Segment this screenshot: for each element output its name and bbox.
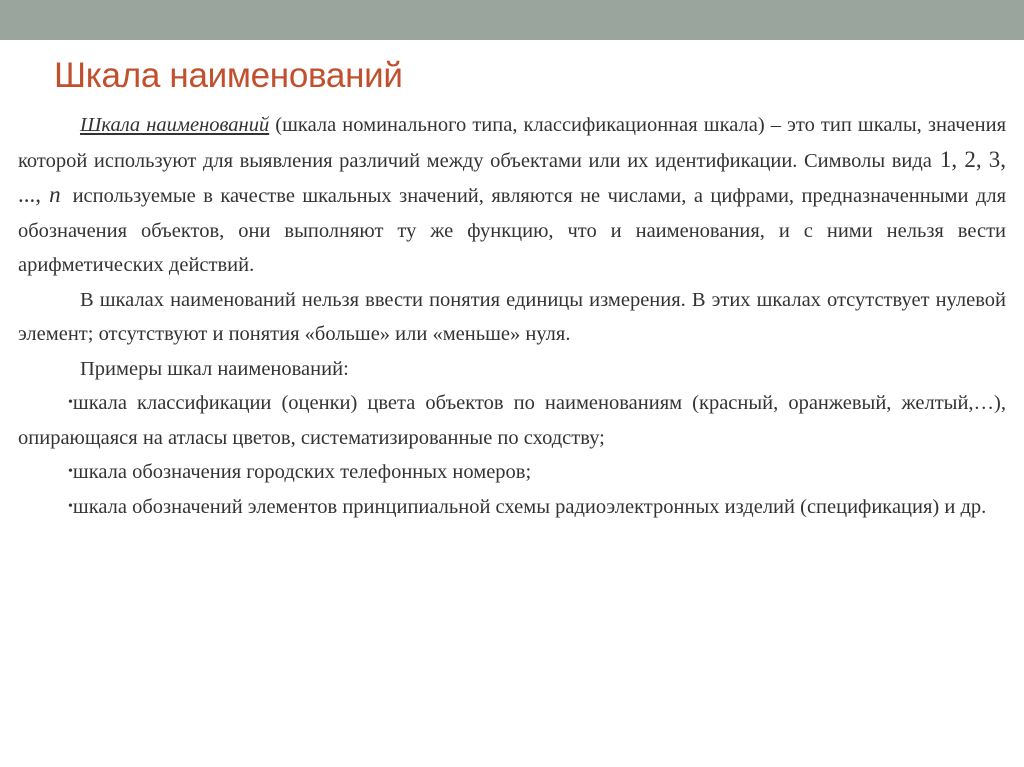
definition-paragraph bbox=[18, 108, 1006, 283]
bullet-icon: • bbox=[68, 464, 73, 479]
units-paragraph: В шкалах наименований нельзя ввести понятия единицы измерения. В этих шкалах отсутствует нулевой элемент; отсутствуют и понятия «больше» или «меньше» нуля. bbox=[18, 288, 1006, 345]
bullet-text: шкала обозначений элементов принципиальной схемы радиоэлектронных изделий (спецификация) и др. bbox=[72, 495, 987, 518]
bullet-icon: • bbox=[68, 498, 73, 514]
symbol-formula: 1, 2, 3, ..., n bbox=[18, 146, 1006, 207]
bullet-item bbox=[18, 455, 1006, 490]
bullet-item bbox=[18, 386, 1006, 455]
defined-term: Шкала наименований bbox=[80, 114, 270, 136]
bullet-text: шкала обозначения городских телефонных номеров; bbox=[72, 461, 532, 483]
bullet-text: шкала классификации (оценки) цвета объектов по наименованиям (красный, оранжевый, желтый,…), опирающаяся на атласы цветов, систематизированные по сходству; bbox=[18, 392, 1006, 449]
examples-heading: Примеры шкал наименований: bbox=[80, 357, 349, 380]
slide-body bbox=[18, 108, 1006, 524]
slide-title: Шкала наименований bbox=[54, 56, 403, 95]
definition-text-continued: используемые в качестве шкальных значений, являются не числами, а цифрами, предназначенными для обозначения объектов, они выполняют ту же функцию, что и наименования, и с ними нельзя вести арифметических действий. bbox=[18, 185, 1006, 276]
definition-text: (шкала номинального типа, классификационная шкала) – это тип шкалы, значения которой используют для выявления различий между объектами или их идентификации. Символы вида bbox=[18, 114, 1006, 172]
top-banner bbox=[0, 0, 1024, 40]
bullet-item bbox=[18, 490, 1006, 525]
bullet-icon: • bbox=[68, 395, 73, 410]
